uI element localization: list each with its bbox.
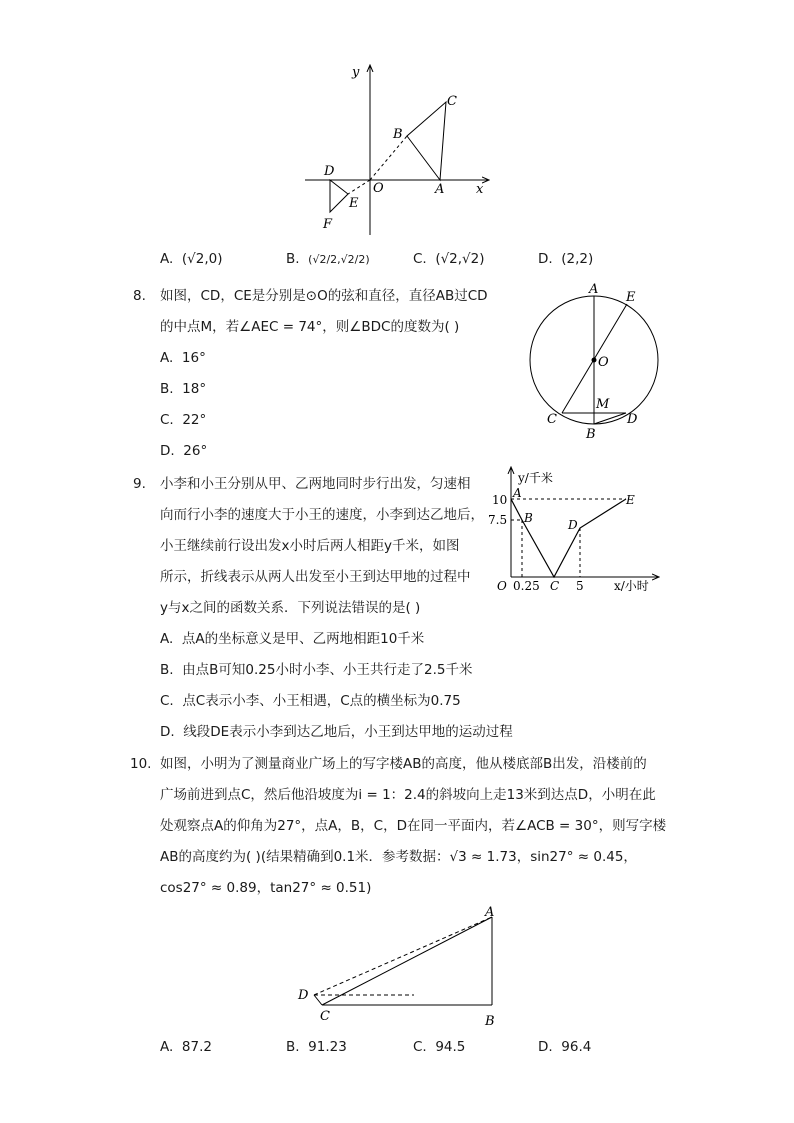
label-m: M [596, 397, 610, 412]
q8-option-b[interactable]: B. 18° [160, 381, 207, 397]
label-y: y [352, 65, 360, 80]
q9-number: 9. [133, 476, 146, 492]
q7-option-d[interactable]: D. (2,2) [538, 251, 594, 267]
q7-option-a[interactable]: A. (√2,0) [160, 251, 223, 267]
label-c: C [547, 412, 557, 427]
q9-point-c: C [550, 579, 560, 593]
q9-text-line-3: 小王继续前行设出发x小时后两人相距y千米，如图 [160, 538, 460, 554]
q9-option-b[interactable]: B. 由点B可知0.25小时小李、小王共行走了2.5千米 [160, 662, 473, 678]
label-f: F [323, 217, 333, 232]
triangle-def [330, 180, 348, 212]
q7-option-b[interactable]: B. (√2/2,√2/2) [286, 251, 370, 267]
q9-text-line-4: 所示，折线表示从两人出发至小王到达甲地的过程中 [160, 569, 471, 585]
q9-option-d[interactable]: D. 线段DE表示小李到达乙地后，小王到达甲地的运动过程 [160, 724, 513, 740]
q10-text-line-1: 如图，小明为了测量商业广场上的写字楼AB的高度，他从楼底部B出发，沿楼前的 [160, 756, 647, 772]
label-d: D [627, 412, 638, 427]
sightline-da [314, 917, 492, 995]
q10-text-line-2: 广场前进到点C，然后他沿坡度为i = 1：2.4的斜坡向上走13米到达点D，小明在此 [160, 787, 656, 803]
q10-option-d[interactable]: D. 96.4 [538, 1039, 592, 1055]
q7-option-c[interactable]: C. (√2,√2) [413, 251, 485, 267]
q9-xtick-5: 5 [576, 579, 584, 593]
label-o: O [598, 355, 609, 370]
label-e: E [626, 290, 636, 305]
q9-point-e: E [626, 493, 635, 507]
slope-dc [314, 995, 322, 1005]
q8-option-a[interactable]: A. 16° [160, 350, 206, 366]
q8-option-d[interactable]: D. 26° [160, 443, 208, 459]
q9-xtick-0-25: 0.25 [513, 579, 540, 593]
q9-text-line-2: 向而行小李的速度大于小王的速度，小李到达乙地后， [160, 507, 484, 523]
label-c: C [320, 1009, 330, 1024]
q9-text-line-5: y与x之间的函数关系．下列说法错误的是( ) [160, 600, 421, 616]
dashed-ob [370, 136, 407, 180]
label-c: C [447, 94, 457, 109]
q9-y-label: y/千米 [518, 471, 553, 485]
label-b: B [485, 1014, 495, 1029]
label-a: A [435, 182, 445, 197]
q9-text-line-1: 小李和小王分别从甲、乙两地同时步行出发，匀速相 [160, 476, 471, 492]
q10-slope-figure [292, 900, 512, 1035]
q9-option-a[interactable]: A. 点A的坐标意义是甲、乙两地相距10千米 [160, 631, 425, 647]
q8-option-c[interactable]: C. 22° [160, 412, 207, 428]
line-ca [322, 917, 492, 1005]
q9-x-label: x/小时 [614, 579, 649, 593]
q9-origin: O [497, 579, 507, 593]
label-d: D [298, 988, 309, 1003]
q9-ytick-7-5: 7.5 [488, 513, 508, 527]
q9-point-d: D [568, 518, 578, 532]
q10-text-line-4: AB的高度约为( )(结果精确到0.1米．参考数据：√3 ≈ 1.73，sin27° ≈ 0.45， [160, 849, 637, 865]
label-e: E [349, 196, 359, 211]
label-o: O [373, 181, 384, 196]
q10-text-line-3: 处观察点A的仰角为27°，点A，B，C，D在同一平面内，若∠ACB = 30°，则写字楼 [160, 818, 667, 834]
center-point [592, 358, 597, 363]
triangle-abc [407, 102, 446, 180]
q9-point-b: B [524, 511, 533, 525]
q10-option-c[interactable]: C. 94.5 [413, 1039, 466, 1055]
q9-point-a: A [513, 486, 522, 500]
q9-line-graph [486, 462, 666, 594]
q8-text-line-2: 的中点M，若∠AEC = 74°，则∠BDC的度数为( ) [160, 319, 460, 335]
q7-coordinate-figure [300, 60, 500, 240]
q10-text-line-5: cos27° ≈ 0.89，tan27° ≈ 0.51) [160, 880, 372, 896]
q8-number: 8. [133, 288, 146, 304]
label-a: A [485, 905, 495, 920]
label-x: x [476, 182, 484, 197]
q10-number: 10. [130, 756, 152, 772]
q10-option-a[interactable]: A. 87.2 [160, 1039, 212, 1055]
label-b: B [586, 427, 596, 442]
label-d: D [324, 164, 335, 179]
dashed-oe [348, 180, 370, 194]
q10-option-b[interactable]: B. 91.23 [286, 1039, 347, 1055]
label-a: A [589, 282, 599, 297]
q9-option-c[interactable]: C. 点C表示小李、小王相遇，C点的横坐标为0.75 [160, 693, 461, 709]
q8-text-line-1: 如图，CD，CE是分别是⊙O的弦和直径，直径AB过CD [160, 288, 488, 304]
q9-ytick-10: 10 [492, 493, 508, 507]
q8-circle-figure [525, 280, 665, 445]
label-b: B [393, 127, 403, 142]
